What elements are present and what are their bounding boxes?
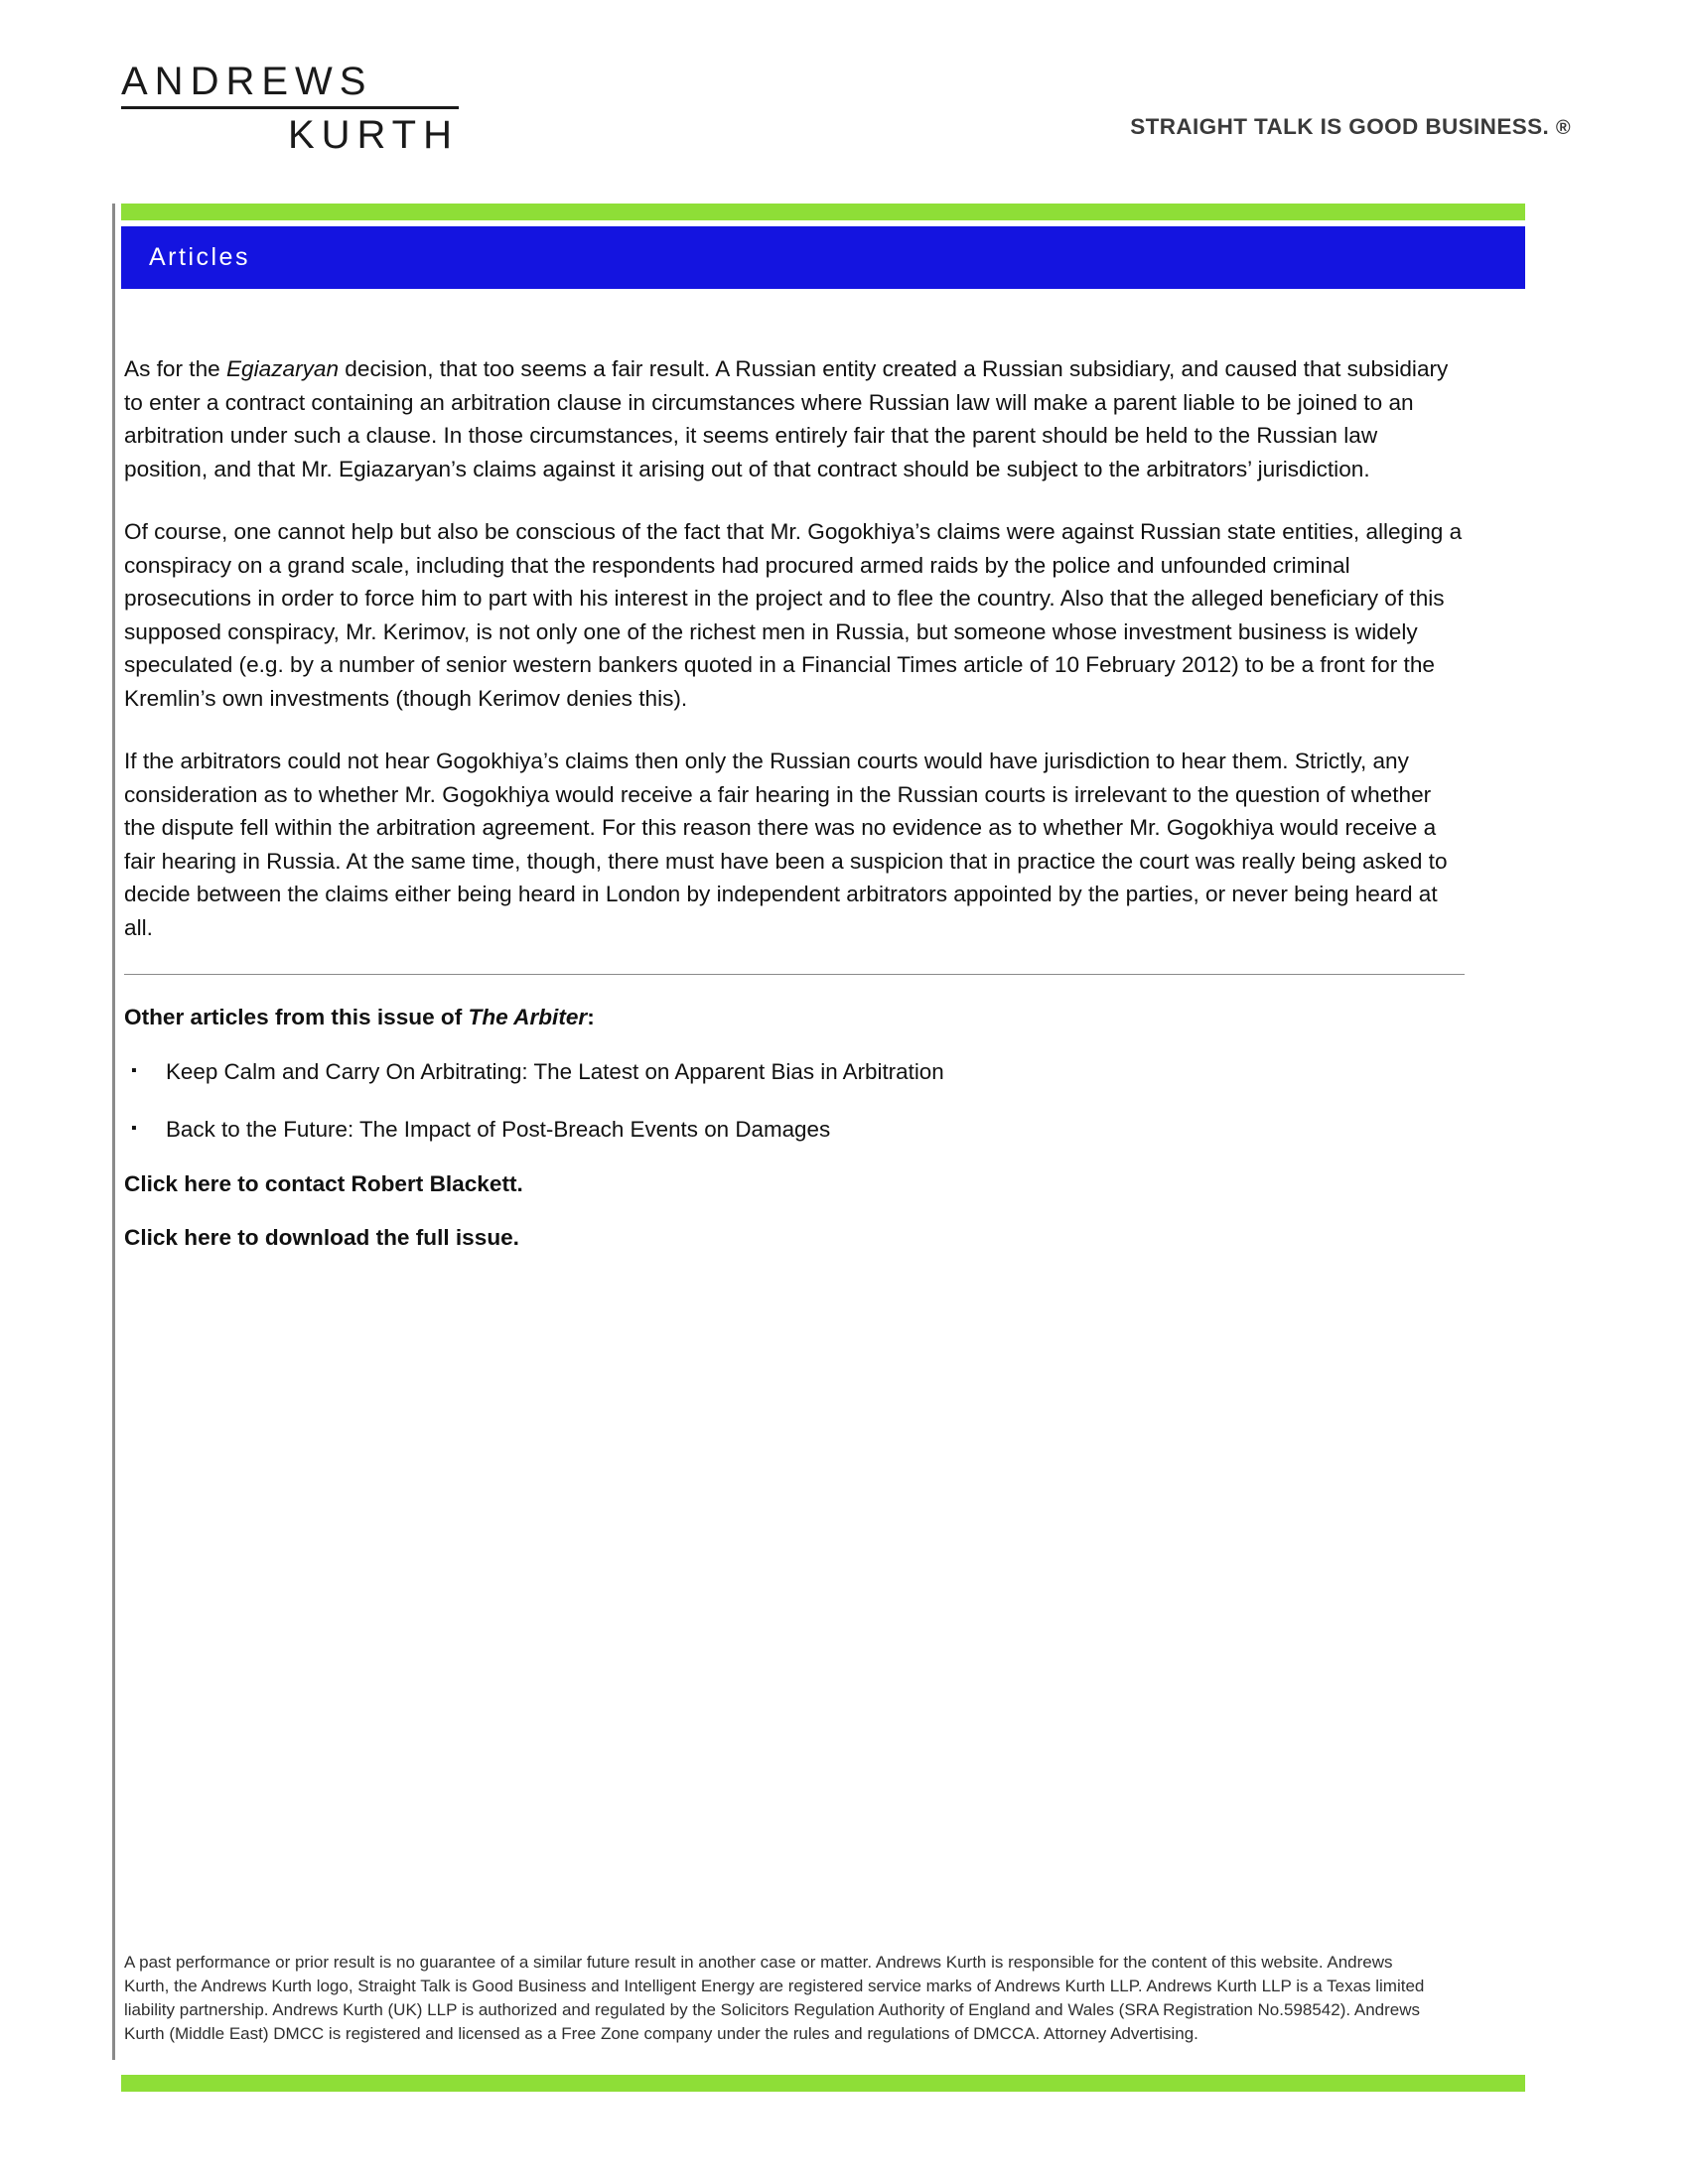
article-body <box>124 352 1465 1279</box>
publication-name-the-arbiter: The Arbiter <box>468 1005 588 1029</box>
green-accent-bar-bottom <box>121 2075 1525 2092</box>
logo-divider-rule <box>121 106 459 109</box>
andrews-kurth-logo <box>121 60 479 158</box>
contact-link[interactable]: Click here to contact Robert Blackett. <box>124 1171 523 1196</box>
footer-disclaimer: A past performance or prior result is no guarantee of a similar future result in another case or matter. Andrews Kurth is responsible for the content of this website. Andrews Kurth, the Andrews Kurth logo, Straight Talk is Good Business and Intelligent Energy are registered service marks of Andrews Kurth LLP. Andrews Kurth LLP is a Texas limited liability partnership. Andrews Kurth (UK) LLP is authorized and regulated by the Solicitors Regulation Authority of England and Wales (SRA Registration No.598542). Andrews Kurth (Middle East) DMCC is registered and licensed as a Free Zone company under the rules and regulations of DMCCA. Attorney Advertising. <box>124 1953 1425 2043</box>
list-item[interactable] <box>124 1056 1465 1088</box>
registered-trademark-icon: ® <box>1555 117 1571 139</box>
case-name-egiazaryan: Egiazaryan <box>225 356 340 381</box>
logo-line-kurth: KURTH <box>287 113 459 157</box>
paragraph-1 <box>124 352 1465 485</box>
other-articles-heading-suffix: : <box>587 1005 595 1029</box>
paragraph-1-rest: decision, that too seems a fair result. A Russian entity created a Russian subsidiary, and caused that subsidiary to enter a contract containing an arbitration clause in circumstances where Russian law will make a parent liable to be joined to an arbitration under such a clause. In those circumstances, it seems entirely fair that the parent should be held to the Russian law position, and that Mr. Egiazaryan’s claims against it arising out of that contract should be subject to the arbitrators’ jurisdiction. <box>124 356 1449 481</box>
other-articles-list <box>124 1056 1465 1146</box>
page-header <box>0 60 1688 179</box>
tagline-text: STRAIGHT TALK IS GOOD BUSINESS. <box>1130 114 1550 139</box>
logo-line-andrews: ANDREWS <box>121 60 373 103</box>
section-banner-title: Articles <box>149 243 250 271</box>
left-vertical-rule <box>112 204 115 2060</box>
tagline <box>1130 114 1571 140</box>
article-link-label[interactable]: Keep Calm and Carry On Arbitrating: The Latest on Apparent Bias in Arbitration <box>166 1059 944 1084</box>
paragraph-3: If the arbitrators could not hear Gogokhiya’s claims then only the Russian courts would have jurisdiction to hear them. Strictly, any consideration as to whether Mr. Gogokhiya would receive a fair hearing in the Russian courts is irrelevant to the question of whether the dispute fell within the arbitration agreement. For this reason there was no evidence as to whether Mr. Gogokhiya would receive a fair hearing in Russia. At the same time, though, there must have been a suspicion that in practice the court was really being asked to decide between the claims either being heard in London by independent arbitrators appointed by the parties, or never being heard at all. <box>124 749 1448 940</box>
section-banner <box>121 226 1525 289</box>
other-articles-heading <box>124 1005 1465 1030</box>
green-accent-bar-top <box>121 204 1525 220</box>
article-link-label[interactable]: Back to the Future: The Impact of Post-Breach Events on Damages <box>166 1117 831 1142</box>
horizontal-divider <box>124 974 1465 975</box>
paragraph-2: Of course, one cannot help but also be conscious of the fact that Mr. Gogokhiya’s claims were against Russian state entities, alleging a conspiracy on a grand scale, including that the respondents had procured armed raids by the police and unfounded criminal prosecutions in order to force him to part with his interest in the project and to flee the country. Also that the alleged beneficiary of this supposed conspiracy, Mr. Kerimov, is not only one of the richest men in Russia, but someone whose investment business is widely speculated (e.g. by a number of senior western bankers quoted in a Financial Times article of 10 February 2012) to be a front for the Kremlin’s own investments (though Kerimov denies this). <box>124 519 1463 711</box>
download-issue-link[interactable]: Click here to download the full issue. <box>124 1225 519 1250</box>
paragraph-1-lead: As for the <box>124 356 226 381</box>
list-item[interactable] <box>124 1114 1465 1146</box>
other-articles-heading-prefix: Other articles from this issue of <box>124 1005 469 1029</box>
